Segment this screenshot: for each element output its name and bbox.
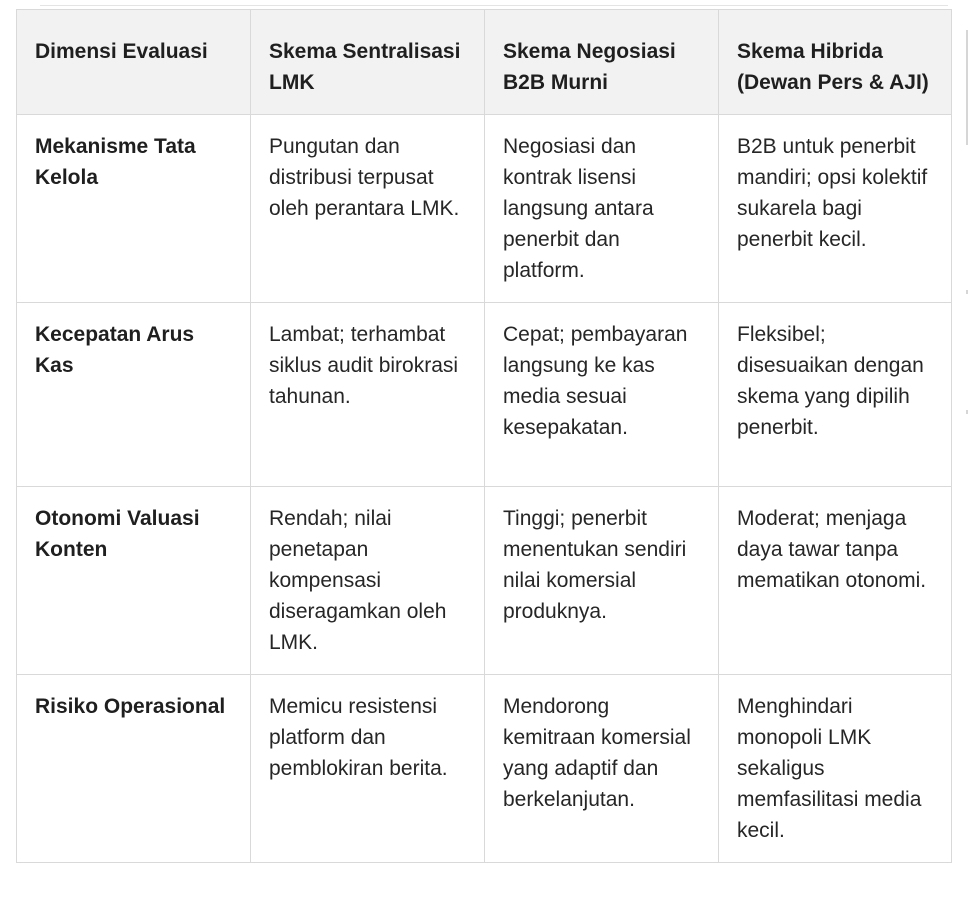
table-cell: Moderat; menjaga daya tawar tanpa mematikan otonomi.: [719, 487, 952, 675]
table-cell: Menghindari monopoli LMK sekaligus memfasilitasi media kecil.: [719, 675, 952, 863]
table-cell: B2B untuk penerbit mandiri; opsi kolektif sukarela bagi penerbit kecil.: [719, 115, 952, 303]
table-cell: Pungutan dan distribusi terpusat oleh perantara LMK.: [251, 115, 485, 303]
gutter-mark: [966, 410, 968, 414]
top-divider: [40, 0, 948, 6]
gutter-mark: [966, 290, 968, 294]
table-header: [17, 10, 952, 115]
header-row: [17, 10, 952, 115]
table-cell: Tinggi; penerbit menentukan sendiri nilai komersial produknya.: [485, 487, 719, 675]
table-row: [17, 115, 952, 303]
table-cell: Cepat; pembayaran langsung ke kas media sesuai kesepakatan.: [485, 303, 719, 487]
row-dimension-label: Risiko Operasional: [17, 675, 251, 863]
table-cell: Negosiasi dan kontrak lisensi langsung antara penerbit dan platform.: [485, 115, 719, 303]
table-cell: Memicu resistensi platform dan pemblokiran berita.: [251, 675, 485, 863]
table-row: [17, 675, 952, 863]
header-cell-centralized: Skema Sentralisasi LMK: [251, 10, 485, 115]
table-cell: Fleksibel; disesuaikan dengan skema yang dipilih penerbit.: [719, 303, 952, 487]
table-cell: Lambat; terhambat siklus audit birokrasi tahunan.: [251, 303, 485, 487]
row-dimension-label: Mekanisme Tata Kelola: [17, 115, 251, 303]
header-cell-dimension: Dimensi Evaluasi: [17, 10, 251, 115]
row-dimension-label: Kecepatan Arus Kas: [17, 303, 251, 487]
table-cell: Rendah; nilai penetapan kompensasi diseragamkan oleh LMK.: [251, 487, 485, 675]
gutter-mark: [966, 30, 968, 145]
header-cell-b2b: Skema Negosiasi B2B Murni: [485, 10, 719, 115]
row-dimension-label: Otonomi Valuasi Konten: [17, 487, 251, 675]
header-cell-hybrid: Skema Hibrida (Dewan Pers & AJI): [719, 10, 952, 115]
table-cell: Mendorong kemitraan komersial yang adaptif dan berkelanjutan.: [485, 675, 719, 863]
table-row: [17, 487, 952, 675]
comparison-table: [16, 9, 952, 863]
table-body: [17, 115, 952, 863]
table-row: [17, 303, 952, 487]
